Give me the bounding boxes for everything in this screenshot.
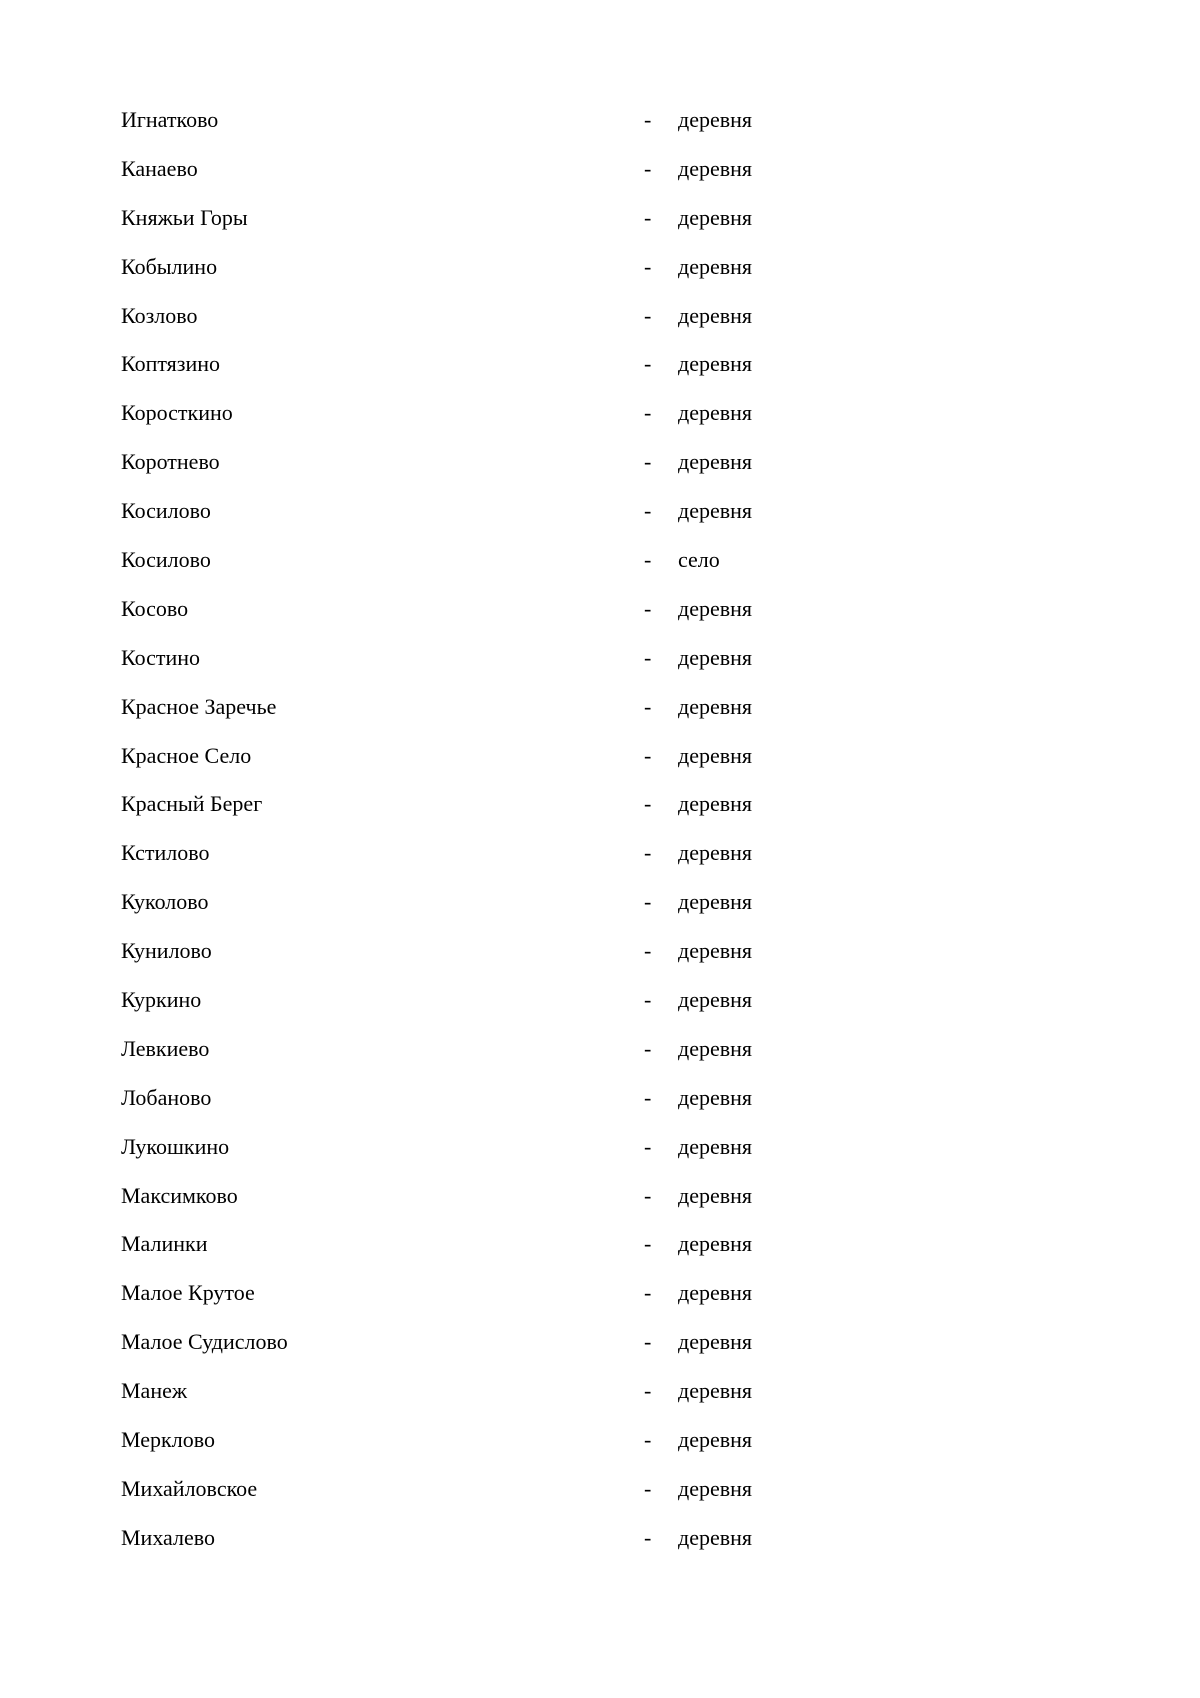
settlement-name: Малое Судислово (121, 1329, 288, 1355)
settlement-type: деревня (678, 1133, 753, 1159)
settlement-name: Косилово (121, 498, 211, 524)
settlement-name: Красный Берег (121, 791, 263, 817)
list-item (121, 644, 821, 693)
settlement-name: Левкиево (121, 1035, 210, 1061)
list-item (121, 790, 821, 839)
separator-dash: - (644, 1524, 652, 1550)
settlement-name: Максимково (121, 1182, 238, 1208)
separator-dash: - (644, 302, 652, 328)
list-item (121, 986, 821, 1035)
separator-dash: - (644, 400, 652, 426)
settlement-type: деревня (678, 1035, 753, 1061)
list-item (121, 253, 821, 302)
separator-dash: - (644, 840, 652, 866)
list-item (121, 1084, 821, 1133)
settlement-list (121, 106, 821, 1573)
settlement-type: деревня (678, 693, 753, 719)
settlement-name: Кобылино (121, 253, 218, 279)
list-item (121, 888, 821, 937)
settlement-type: деревня (678, 449, 753, 475)
settlement-type: деревня (678, 1475, 753, 1501)
settlement-type: деревня (678, 742, 753, 768)
settlement-name: Коптязино (121, 351, 221, 377)
separator-dash: - (644, 595, 652, 621)
settlement-name: Игнатково (121, 107, 219, 132)
settlement-type: деревня (678, 889, 753, 915)
settlement-type: деревня (678, 107, 753, 132)
settlement-type: деревня (678, 1280, 753, 1306)
settlement-type: деревня (678, 204, 753, 230)
separator-dash: - (644, 1378, 652, 1404)
list-item (121, 399, 821, 448)
separator-dash: - (644, 644, 652, 670)
separator-dash: - (644, 1427, 652, 1453)
separator-dash: - (644, 1084, 652, 1110)
list-item (121, 448, 821, 497)
list-item (121, 937, 821, 986)
list-item (121, 1035, 821, 1084)
separator-dash: - (644, 791, 652, 817)
settlement-type: деревня (678, 302, 753, 328)
settlement-type: деревня (678, 1084, 753, 1110)
settlement-type: деревня (678, 644, 753, 670)
separator-dash: - (644, 742, 652, 768)
separator-dash: - (644, 449, 652, 475)
separator-dash: - (644, 938, 652, 964)
settlement-type: деревня (678, 1427, 753, 1453)
settlement-type: деревня (678, 253, 753, 279)
settlement-name: Красное Заречье (121, 693, 277, 719)
settlement-name: Лукошкино (121, 1133, 230, 1159)
list-item (121, 1475, 821, 1524)
settlement-name: Канаево (121, 155, 198, 181)
list-item (121, 497, 821, 546)
list-item (121, 1230, 821, 1279)
settlement-name: Куколово (121, 889, 209, 915)
list-item (121, 693, 821, 742)
settlement-name: Коросткино (121, 400, 233, 426)
settlement-name: Косово (121, 595, 189, 621)
separator-dash: - (644, 547, 652, 573)
settlement-type: деревня (678, 938, 753, 964)
separator-dash: - (644, 1035, 652, 1061)
settlement-type: деревня (678, 351, 753, 377)
settlement-name: Малое Крутое (121, 1280, 255, 1306)
list-item (121, 742, 821, 791)
list-item (121, 1182, 821, 1231)
list-item (121, 1133, 821, 1182)
settlement-type: деревня (678, 1329, 753, 1355)
settlement-name: Кунилово (121, 938, 212, 964)
separator-dash: - (644, 498, 652, 524)
separator-dash: - (644, 1329, 652, 1355)
settlement-name: Манеж (121, 1378, 188, 1404)
settlement-type: деревня (678, 1378, 753, 1404)
separator-dash: - (644, 204, 652, 230)
settlement-type: село (678, 547, 720, 573)
settlement-name: Мерклово (121, 1427, 215, 1453)
settlement-name: Костино (121, 644, 201, 670)
list-item (121, 350, 821, 399)
list-item (121, 1426, 821, 1475)
separator-dash: - (644, 155, 652, 181)
list-item (121, 839, 821, 888)
settlement-name: Косилово (121, 547, 211, 573)
settlement-name: Козлово (121, 302, 198, 328)
settlement-type: деревня (678, 791, 753, 817)
list-item (121, 595, 821, 644)
settlement-name: Михалево (121, 1524, 215, 1550)
list-item (121, 204, 821, 253)
separator-dash: - (644, 1182, 652, 1208)
separator-dash: - (644, 253, 652, 279)
separator-dash: - (644, 889, 652, 915)
settlement-type: деревня (678, 987, 753, 1013)
settlement-name: Малинки (121, 1231, 208, 1257)
settlement-name: Михайловское (121, 1475, 258, 1501)
separator-dash: - (644, 107, 652, 132)
list-item (121, 546, 821, 595)
settlement-name: Лобаново (121, 1084, 212, 1110)
settlement-type: деревня (678, 840, 753, 866)
settlement-name: Кстилово (121, 840, 210, 866)
list-item (121, 106, 821, 155)
settlement-type: деревня (678, 595, 753, 621)
settlement-type: деревня (678, 1524, 753, 1550)
list-item (121, 155, 821, 204)
settlement-type: деревня (678, 400, 753, 426)
list-item (121, 1524, 821, 1573)
settlement-name: Красное Село (121, 742, 252, 768)
separator-dash: - (644, 987, 652, 1013)
list-item (121, 1279, 821, 1328)
separator-dash: - (644, 351, 652, 377)
list-item (121, 1377, 821, 1426)
settlement-name: Куркино (121, 987, 202, 1013)
settlement-type: деревня (678, 1182, 753, 1208)
settlement-type: деревня (678, 1231, 753, 1257)
settlement-type: деревня (678, 155, 753, 181)
separator-dash: - (644, 1133, 652, 1159)
separator-dash: - (644, 1231, 652, 1257)
settlement-name: Княжьи Горы (121, 204, 248, 230)
separator-dash: - (644, 1475, 652, 1501)
list-item (121, 1328, 821, 1377)
list-item (121, 302, 821, 351)
separator-dash: - (644, 693, 652, 719)
separator-dash: - (644, 1280, 652, 1306)
settlement-name: Коротнево (121, 449, 220, 475)
settlement-type: деревня (678, 498, 753, 524)
